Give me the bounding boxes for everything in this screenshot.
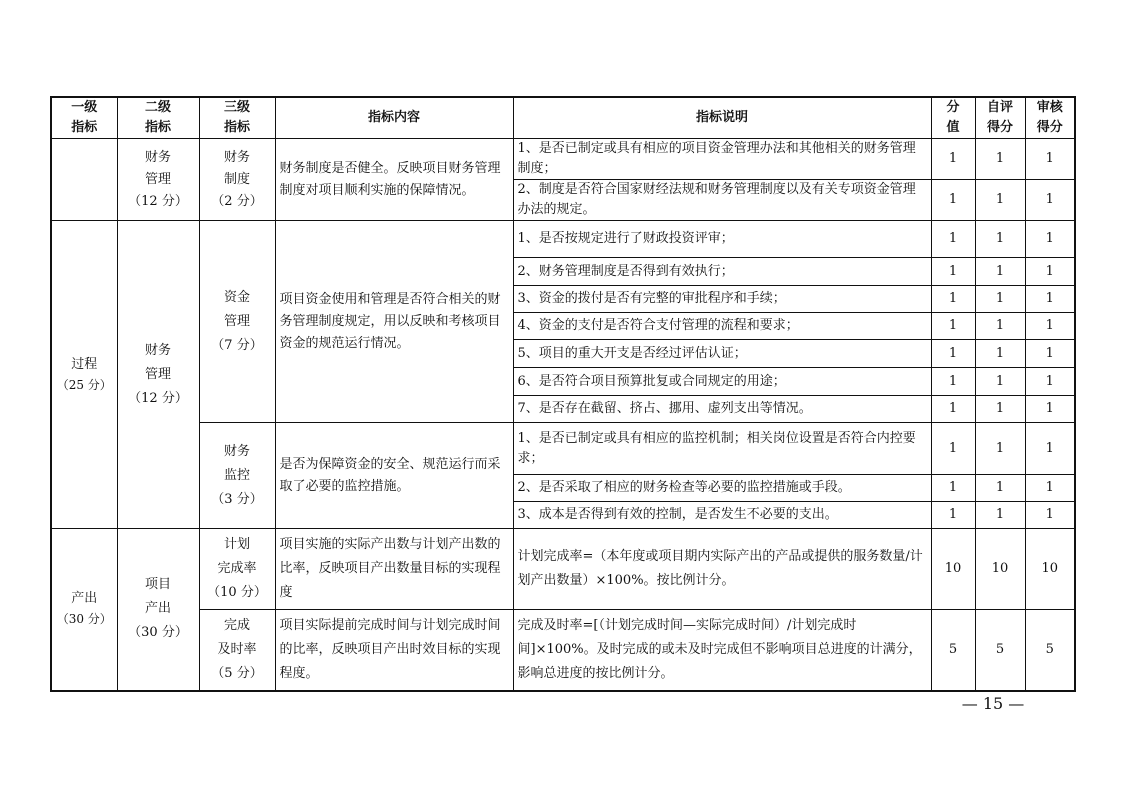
score-cell: 1 bbox=[931, 313, 975, 340]
audit-score-cell: 1 bbox=[1025, 340, 1075, 368]
header-score: 分 值 bbox=[931, 97, 975, 139]
level2-cell: 财务 管理 （12 分） bbox=[117, 221, 199, 529]
self-score-cell: 1 bbox=[975, 258, 1025, 286]
content-cell: 项目实际提前完成时间与计划完成时间的比率，反映项目产出时效目标的实现程度。 bbox=[275, 610, 513, 691]
score-cell: 1 bbox=[931, 258, 975, 286]
header-level2: 二级 指标 bbox=[117, 97, 199, 139]
content-cell: 是否为保障资金的安全、规范运行而采取了必要的监控措施。 bbox=[275, 423, 513, 529]
header-row bbox=[51, 97, 1075, 139]
description-cell: 2、是否采取了相应的财务检查等必要的监控措施或手段。 bbox=[513, 475, 931, 502]
description-cell: 3、资金的拨付是否有完整的审批程序和手续； bbox=[513, 286, 931, 313]
self-score-cell: 1 bbox=[975, 221, 1025, 258]
self-score-cell: 1 bbox=[975, 368, 1025, 396]
level1-label: 产出 bbox=[71, 591, 98, 607]
self-score-cell: 5 bbox=[975, 610, 1025, 691]
description-cell: 2、财务管理制度是否得到有效执行； bbox=[513, 258, 931, 286]
score-cell: 1 bbox=[931, 396, 975, 423]
audit-score-cell: 1 bbox=[1025, 180, 1075, 221]
self-score-cell: 1 bbox=[975, 423, 1025, 475]
description-cell: 1、是否已制定或具有相应的监控机制；相关岗位设置是否符合内控要求； bbox=[513, 423, 931, 475]
audit-score-cell: 1 bbox=[1025, 396, 1075, 423]
audit-score-cell: 1 bbox=[1025, 423, 1075, 475]
level1-points: （30 分） bbox=[56, 612, 112, 627]
level1-cell bbox=[51, 529, 117, 691]
level3-cell: 资金 管理 （7 分） bbox=[199, 221, 275, 423]
self-score-cell: 1 bbox=[975, 286, 1025, 313]
table-row bbox=[51, 139, 1075, 180]
description-cell: 2、制度是否符合国家财经法规和财务管理制度以及有关专项资金管理办法的规定。 bbox=[513, 180, 931, 221]
level2-cell: 财务 管理 （12 分） bbox=[117, 139, 199, 221]
level1-cell-empty bbox=[51, 139, 117, 221]
score-cell: 1 bbox=[931, 286, 975, 313]
score-cell: 1 bbox=[931, 139, 975, 180]
self-score-cell: 1 bbox=[975, 180, 1025, 221]
description-cell: 7、是否存在截留、挤占、挪用、虚列支出等情况。 bbox=[513, 396, 931, 423]
level3-cell: 财务 制度 （2 分） bbox=[199, 139, 275, 221]
description-cell: 3、成本是否得到有效的控制，是否发生不必要的支出。 bbox=[513, 502, 931, 529]
self-score-cell: 1 bbox=[975, 340, 1025, 368]
self-score-cell: 10 bbox=[975, 529, 1025, 610]
header-self-score: 自评 得分 bbox=[975, 97, 1025, 139]
level3-cell: 计划 完成率 （10 分） bbox=[199, 529, 275, 610]
audit-score-cell: 1 bbox=[1025, 139, 1075, 180]
description-cell: 6、是否符合项目预算批复或合同规定的用途； bbox=[513, 368, 931, 396]
level1-points: （25 分） bbox=[56, 377, 112, 392]
header-description: 指标说明 bbox=[513, 97, 931, 139]
audit-score-cell: 1 bbox=[1025, 221, 1075, 258]
level3-cell: 完成 及时率 （5 分） bbox=[199, 610, 275, 691]
page-number: — 15 — bbox=[961, 694, 1025, 713]
self-score-cell: 1 bbox=[975, 139, 1025, 180]
header-content: 指标内容 bbox=[275, 97, 513, 139]
score-cell: 10 bbox=[931, 529, 975, 610]
score-cell: 1 bbox=[931, 502, 975, 529]
evaluation-table bbox=[50, 96, 1076, 692]
audit-score-cell: 1 bbox=[1025, 475, 1075, 502]
audit-score-cell: 1 bbox=[1025, 502, 1075, 529]
self-score-cell: 1 bbox=[975, 396, 1025, 423]
score-cell: 1 bbox=[931, 221, 975, 258]
description-cell: 完成及时率=[（计划完成时间—实际完成时间）/计划完成时间]×100%。及时完成的或未及时完成但不影响项目总进度的计满分，影响总进度的按比例计分。 bbox=[513, 610, 931, 691]
header-level3: 三级 指标 bbox=[199, 97, 275, 139]
score-cell: 1 bbox=[931, 368, 975, 396]
content-cell: 项目实施的实际产出数与计划产出数的比率，反映项目产出数量目标的实现程度 bbox=[275, 529, 513, 610]
header-audit-score: 审核 得分 bbox=[1025, 97, 1075, 139]
score-cell: 1 bbox=[931, 340, 975, 368]
self-score-cell: 1 bbox=[975, 313, 1025, 340]
audit-score-cell: 10 bbox=[1025, 529, 1075, 610]
description-cell: 5、项目的重大开支是否经过评估认证； bbox=[513, 340, 931, 368]
self-score-cell: 1 bbox=[975, 475, 1025, 502]
score-cell: 5 bbox=[931, 610, 975, 691]
level2-cell: 项目 产出 （30 分） bbox=[117, 529, 199, 691]
self-score-cell: 1 bbox=[975, 502, 1025, 529]
audit-score-cell: 1 bbox=[1025, 286, 1075, 313]
audit-score-cell: 5 bbox=[1025, 610, 1075, 691]
description-cell: 计划完成率=（本年度或项目期内实际产出的产品或提供的服务数量/计划产出数量）×100%。按比例计分。 bbox=[513, 529, 931, 610]
description-cell: 4、资金的支付是否符合支付管理的流程和要求； bbox=[513, 313, 931, 340]
score-cell: 1 bbox=[931, 180, 975, 221]
content-cell: 项目资金使用和管理是否符合相关的财务管理制度规定，用以反映和考核项目资金的规范运行情况。 bbox=[275, 221, 513, 423]
audit-score-cell: 1 bbox=[1025, 368, 1075, 396]
level3-cell: 财务 监控 （3 分） bbox=[199, 423, 275, 529]
level1-label: 过程 bbox=[71, 356, 98, 372]
table-row bbox=[51, 610, 1075, 691]
audit-score-cell: 1 bbox=[1025, 313, 1075, 340]
header-level1: 一级 指标 bbox=[51, 97, 117, 139]
audit-score-cell: 1 bbox=[1025, 258, 1075, 286]
score-cell: 1 bbox=[931, 423, 975, 475]
level1-cell bbox=[51, 221, 117, 529]
description-cell: 1、是否已制定或具有相应的项目资金管理办法和其他相关的财务管理制度； bbox=[513, 139, 931, 180]
table-row bbox=[51, 221, 1075, 258]
content-cell: 财务制度是否健全。反映项目财务管理制度对项目顺利实施的保障情况。 bbox=[275, 139, 513, 221]
table-row bbox=[51, 529, 1075, 610]
table-row bbox=[51, 423, 1075, 475]
description-cell: 1、是否按规定进行了财政投资评审； bbox=[513, 221, 931, 258]
score-cell: 1 bbox=[931, 475, 975, 502]
